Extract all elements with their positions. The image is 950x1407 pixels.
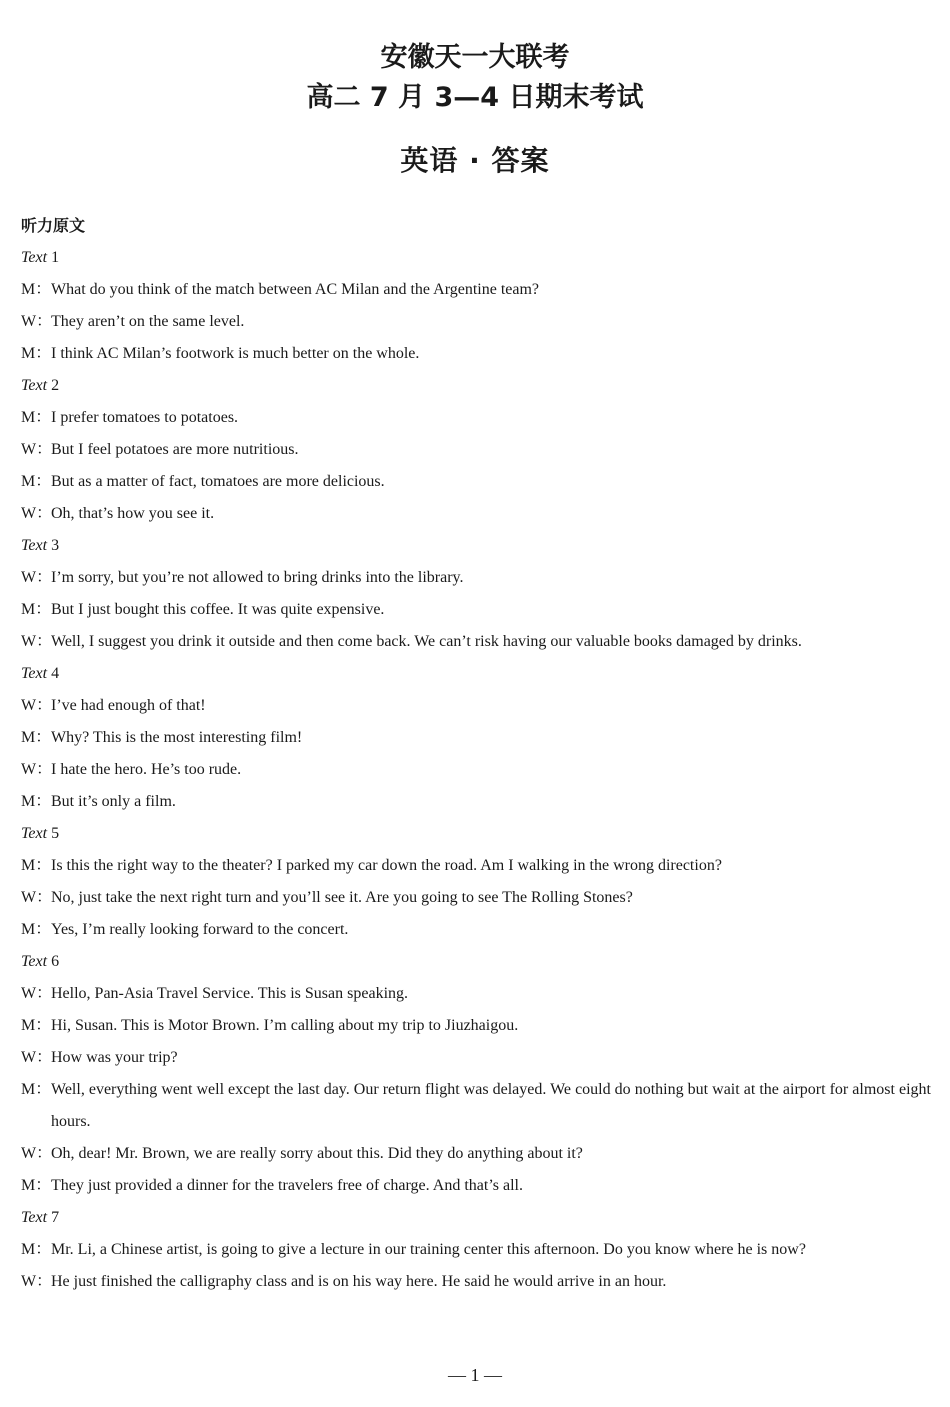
dialogue-line: [21, 850, 931, 882]
text-label-word: Text: [21, 249, 48, 266]
speaker-label: M：: [21, 1241, 52, 1258]
text-label: [21, 370, 931, 402]
text-label-number: 5: [47, 825, 60, 842]
speaker-label: W：: [21, 569, 53, 586]
dialogue-line: [21, 754, 931, 786]
dialogue-text: Well, I suggest you drink it outside and then come back. We can’t risk having our valuable books damaged by drinks.: [51, 633, 802, 650]
dialogue-line: [21, 1266, 931, 1298]
dialogue-line: [21, 402, 931, 434]
text-label-number: 6: [47, 953, 60, 970]
dialogue-text: But I just bought this coffee. It was quite expensive.: [51, 601, 385, 618]
dialogue-line: [21, 914, 931, 946]
speaker-label: M：: [21, 729, 52, 746]
dialogue-text: How was your trip?: [51, 1049, 178, 1066]
dialogue-text: Yes, I’m really looking forward to the concert.: [51, 921, 349, 938]
speaker-label: W：: [21, 505, 53, 522]
speaker-label: M：: [21, 1177, 52, 1194]
dialogue-line: [21, 978, 931, 1010]
speaker-label: M：: [21, 1017, 52, 1034]
dialogue-text: No, just take the next right turn and you’ll see it. Are you going to see The Rolling Stones?: [51, 889, 633, 906]
text-label-word: Text: [21, 537, 48, 554]
speaker-label: M：: [21, 921, 52, 938]
speaker-label: M：: [21, 601, 52, 618]
speaker-label: W：: [21, 1145, 53, 1162]
dialogue-line: [21, 1074, 931, 1138]
dialogue-text: I prefer tomatoes to potatoes.: [51, 409, 239, 426]
page-number: — 1 —: [448, 1365, 502, 1385]
dialogue-line: [21, 338, 931, 370]
dialogue-line: [21, 1138, 931, 1170]
speaker-label: M：: [21, 409, 52, 426]
dialogue-text: But I feel potatoes are more nutritious.: [51, 441, 299, 458]
dialogue-text: I think AC Milan’s footwork is much better on the whole.: [51, 345, 420, 362]
speaker-label: M：: [21, 793, 52, 810]
dialogue-text: They just provided a dinner for the travelers free of charge. And that’s all.: [51, 1177, 523, 1194]
dialogue-text: I hate the hero. He’s too rude.: [51, 761, 242, 778]
speaker-label: W：: [21, 761, 53, 778]
text-label-number: 2: [47, 377, 60, 394]
speaker-label: M：: [21, 281, 52, 298]
dialogue-line: [21, 594, 931, 626]
dialogue-text: Mr. Li, a Chinese artist, is going to give a lecture in our training center this afternoon. Do you know where he is now?: [51, 1241, 806, 1258]
dialogue-text: Is this the right way to the theater? I parked my car down the road. Am I walking in the wrong direction?: [51, 857, 722, 874]
speaker-label: W：: [21, 441, 53, 458]
dialogue-text: I’m sorry, but you’re not allowed to bring drinks into the library.: [51, 569, 464, 586]
dialogue-text: Why? This is the most interesting film!: [51, 729, 303, 746]
text-label-number: 7: [47, 1209, 60, 1226]
text-label-number: 3: [47, 537, 60, 554]
speaker-label: W：: [21, 1273, 53, 1290]
text-label-word: Text: [21, 665, 48, 682]
dialogue-line: [21, 1234, 931, 1266]
text-label-number: 4: [47, 665, 60, 682]
section-title: 听力原文: [21, 216, 86, 235]
dialogue-text: Hello, Pan-Asia Travel Service. This is Susan speaking.: [51, 985, 409, 1002]
dialogue-line: [21, 882, 931, 914]
dialogue-line: [21, 786, 931, 818]
dialogue-text: I’ve had enough of that!: [51, 697, 206, 714]
dialogue-line: [21, 306, 931, 338]
speaker-label: W：: [21, 697, 53, 714]
dialogue-line: [21, 434, 931, 466]
text-label-word: Text: [21, 1209, 48, 1226]
text-label-number: 1: [47, 249, 60, 266]
speaker-label: M：: [21, 857, 52, 874]
text-label: [21, 1202, 931, 1234]
dialogue-text: Oh, that’s how you see it.: [51, 505, 215, 522]
dialogue-text: He just finished the calligraphy class and is on his way here. He said he would arrive in an hour.: [51, 1273, 667, 1290]
dialogue-line: [21, 274, 931, 306]
speaker-label: W：: [21, 313, 53, 330]
dialogue-text: What do you think of the match between AC Milan and the Argentine team?: [51, 281, 540, 298]
text-label-word: Text: [21, 825, 48, 842]
dialogue-line: [21, 722, 931, 754]
text-label: [21, 658, 931, 690]
subject-answer-title: 英语 · 答案: [400, 144, 550, 177]
speaker-label: M：: [21, 345, 52, 362]
dialogue-line: [21, 1042, 931, 1074]
text-label: [21, 242, 931, 274]
dialogue-text: But as a matter of fact, tomatoes are more delicious.: [51, 473, 385, 490]
dialogue-line: [21, 626, 931, 658]
dialogue-text: They aren’t on the same level.: [51, 313, 245, 330]
speaker-label: W：: [21, 889, 53, 906]
speaker-label: M：: [21, 473, 52, 490]
exam-date-title: 高二 7 月 3—4 日期末考试: [306, 82, 644, 113]
speaker-label: W：: [21, 1049, 53, 1066]
dialogue-line: [21, 1010, 931, 1042]
transcript-texts: [21, 242, 931, 1298]
text-label: [21, 946, 931, 978]
dialogue-line: [21, 1170, 931, 1202]
dialogue-text: But it’s only a film.: [51, 793, 176, 810]
speaker-label: M：: [21, 1081, 52, 1098]
dialogue-line: [21, 690, 931, 722]
exam-organizer-title: 安徽天一大联考: [380, 42, 570, 73]
dialogue-text: Hi, Susan. This is Motor Brown. I’m calling about my trip to Jiuzhaigou.: [51, 1017, 519, 1034]
dialogue-text: Oh, dear! Mr. Brown, we are really sorry about this. Did they do anything about it?: [51, 1145, 583, 1162]
dialogue-line: [21, 562, 931, 594]
dialogue-line: [21, 498, 931, 530]
text-label: [21, 818, 931, 850]
text-label-word: Text: [21, 377, 48, 394]
text-label-word: Text: [21, 953, 48, 970]
dialogue-text: Well, everything went well except the last day. Our return flight was delayed. We could do nothing but wait at the airport for almost eight hours.: [51, 1081, 931, 1130]
speaker-label: W：: [21, 633, 53, 650]
transcript-content: [21, 210, 931, 1298]
text-label: [21, 530, 931, 562]
speaker-label: W：: [21, 985, 53, 1002]
dialogue-line: [21, 466, 931, 498]
